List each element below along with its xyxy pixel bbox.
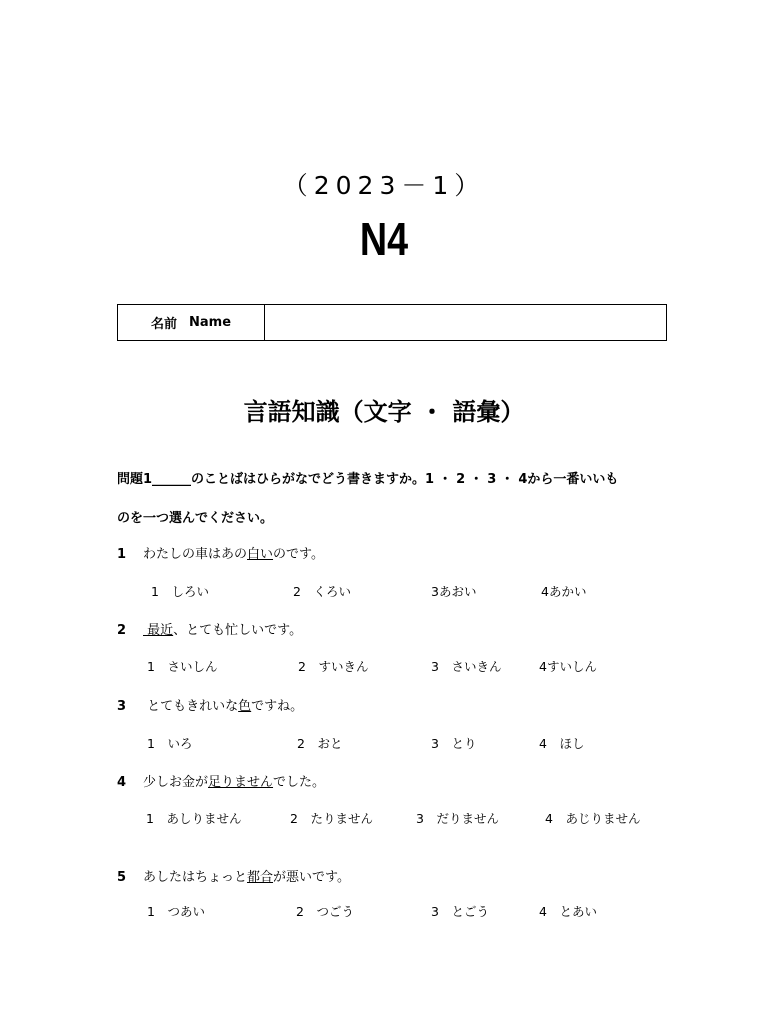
name-field[interactable] [265, 305, 666, 340]
q3-option-4[interactable]: 4 ほし [539, 736, 585, 751]
section-title: 言語知識（文字 ・ 語彙） [243, 398, 525, 426]
q4-option-2[interactable]: 2 たりません [290, 811, 373, 826]
question-target-word: 都合 [247, 870, 274, 885]
exam-year-header: （2023－1） [282, 171, 486, 200]
question-target-word: 最近 [143, 623, 174, 638]
question-number: 4 [117, 775, 127, 790]
question-4 [117, 771, 325, 790]
name-box [117, 304, 667, 341]
q1-option-2[interactable]: 2 くろい [293, 584, 351, 599]
name-label-en: Name [189, 315, 232, 330]
q1-option-1[interactable]: 1 しろい [151, 584, 209, 599]
instruction-line-2: のを一つ選んでください。 [117, 511, 274, 526]
question-2 [117, 619, 302, 638]
question-text-pre: とてもきれいな [143, 699, 239, 714]
question-text-post: 、とても忙しいです。 [173, 623, 303, 638]
q3-option-3[interactable]: 3 とり [431, 736, 477, 751]
question-text-pre: わたしの車はあの [143, 547, 248, 562]
question-1 [117, 543, 324, 562]
q4-option-1[interactable]: 1 あしりません [146, 811, 242, 826]
q5-option-2[interactable]: 2 つごう [296, 904, 354, 919]
q3-option-1[interactable]: 1 いろ [147, 736, 193, 751]
question-text-pre: 少しお金が [143, 775, 209, 790]
question-text-post: でした。 [273, 775, 326, 790]
question-number: 2 [117, 623, 127, 638]
question-number: 1 [117, 547, 127, 562]
question-target-word: 足りません [208, 775, 274, 790]
question-text-post: のです。 [273, 547, 324, 562]
name-label [118, 305, 265, 340]
q1-option-4[interactable]: 4あかい [541, 584, 587, 599]
instruction-line-1: 問題1______のことばはひらがなでどう書きますか。1 ・ 2 ・ 3 ・ 4から一番いいも [117, 472, 619, 487]
question-text-pre: あしたはちょっと [143, 870, 248, 885]
q2-option-1[interactable]: 1 さいしん [147, 659, 218, 674]
q2-option-3[interactable]: 3 さいきん [431, 659, 502, 674]
question-5 [117, 866, 350, 885]
q4-option-4[interactable]: 4 あじりません [545, 811, 641, 826]
question-target-word: 白い [247, 547, 274, 562]
q3-option-2[interactable]: 2 おと [297, 736, 343, 751]
question-number: 5 [117, 870, 127, 885]
q1-option-3[interactable]: 3あおい [431, 584, 477, 599]
exam-level-title: N4 [359, 213, 409, 265]
q5-option-3[interactable]: 3 とごう [431, 904, 489, 919]
q2-option-2[interactable]: 2 すいきん [298, 659, 369, 674]
q5-option-1[interactable]: 1 つあい [147, 904, 205, 919]
question-number: 3 [117, 699, 127, 714]
question-target-word: 色 [238, 699, 252, 714]
question-3 [117, 695, 303, 714]
question-text-post: ですね。 [251, 699, 304, 714]
name-label-jp: 名前 [150, 317, 177, 332]
q5-option-4[interactable]: 4 とあい [539, 904, 597, 919]
q4-option-3[interactable]: 3 だりません [416, 811, 499, 826]
q2-option-4[interactable]: 4すいしん [539, 659, 597, 674]
question-text-post: が悪いです。 [273, 870, 350, 885]
